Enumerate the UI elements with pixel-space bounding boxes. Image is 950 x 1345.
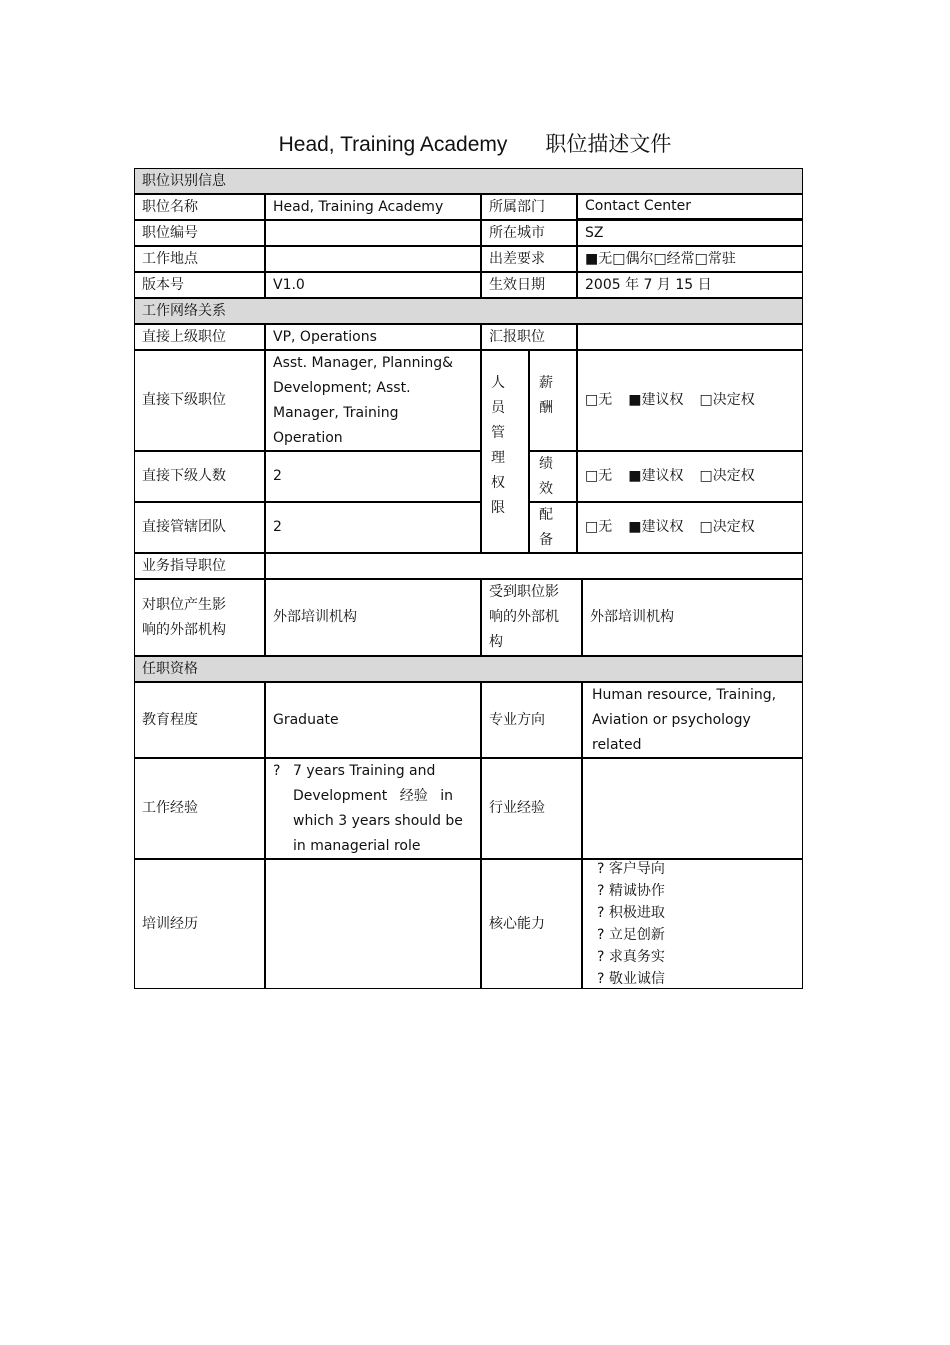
option-suggest: ■建议权 xyxy=(628,519,684,535)
option-none: □无 xyxy=(585,392,613,408)
option-none: □无 xyxy=(585,468,613,484)
performance-authority-options xyxy=(577,451,803,502)
list-item: ? 客户导向 xyxy=(597,861,665,877)
superior-label: 直接上级职位 xyxy=(134,324,265,350)
training-value xyxy=(265,859,481,989)
travel-value: ■无□偶尔□经常□常驻 xyxy=(577,246,803,272)
superior-value: VP, Operations xyxy=(265,324,481,350)
location-value xyxy=(265,246,481,272)
salary-authority-options xyxy=(577,350,803,451)
location-label: 工作地点 xyxy=(134,246,265,272)
subordinate-line: Development; Asst. xyxy=(273,379,411,396)
position-code-value xyxy=(265,220,481,246)
major-value: Human resource, Training, Aviation or psychology related xyxy=(582,682,803,758)
core-competency-list xyxy=(582,859,803,989)
section-qualification: 任职资格 xyxy=(134,656,803,682)
education-label: 教育程度 xyxy=(134,682,265,758)
core-competency-label: 核心能力 xyxy=(481,859,582,989)
department-value: Contact Center xyxy=(577,194,803,220)
job-description-table xyxy=(135,169,804,989)
bullet-icon: ? xyxy=(273,762,281,779)
option-none: □无 xyxy=(585,519,613,535)
title-en: Head, Training Academy xyxy=(278,133,508,156)
staffing-label: 配 备 xyxy=(529,502,577,553)
list-item: ? 立足创新 xyxy=(597,927,665,943)
effective-date-value: 2005 年 7 月 15 日 xyxy=(577,272,803,298)
subordinate-value xyxy=(265,350,481,451)
title-cn: 职位描述文件 xyxy=(545,133,672,156)
list-item: ? 积极进取 xyxy=(597,905,665,921)
effective-date-label: 生效日期 xyxy=(481,272,577,298)
subordinate-line: Manager, Training xyxy=(273,404,399,421)
influence-value: 外部培训机构 xyxy=(265,579,481,656)
version-label: 版本号 xyxy=(134,272,265,298)
staffing-authority-options xyxy=(577,502,803,553)
report-label: 汇报职位 xyxy=(481,324,577,350)
performance-label: 绩 效 xyxy=(529,451,577,502)
list-item: ? 敬业诚信 xyxy=(597,971,665,987)
option-decide: □决定权 xyxy=(699,519,755,535)
team-label: 直接管辖团队 xyxy=(134,502,265,553)
option-suggest: ■建议权 xyxy=(628,392,684,408)
list-item: ? 精诚协作 xyxy=(597,883,665,899)
influenced-value: 外部培训机构 xyxy=(582,579,803,656)
salary-label: 薪 酬 xyxy=(529,350,577,451)
influence-label: 对职位产生影 响的外部机构 xyxy=(134,579,265,656)
sub-count-label: 直接下级人数 xyxy=(134,451,265,502)
industry-label: 行业经验 xyxy=(481,758,582,859)
experience-value: ? 7 years Training and Development 经验 in which 3 years should be in managerial role xyxy=(265,758,481,859)
city-value: SZ xyxy=(577,220,803,246)
subordinate-line: Asst. Manager, Planning& xyxy=(273,354,454,371)
authority-label: 人 员 管 理 权 限 xyxy=(481,350,529,553)
travel-label: 出差要求 xyxy=(481,246,577,272)
guidance-value xyxy=(265,553,803,579)
influenced-label: 受到职位影 响的外部机 构 xyxy=(481,579,582,656)
team-value: 2 xyxy=(265,502,481,553)
option-suggest: ■建议权 xyxy=(628,468,684,484)
subordinate-line: Operation xyxy=(273,429,343,446)
industry-value xyxy=(582,758,803,859)
option-decide: □决定权 xyxy=(699,468,755,484)
department-label: 所属部门 xyxy=(481,194,577,220)
position-name-label: 职位名称 xyxy=(134,194,265,220)
subordinate-label: 直接下级职位 xyxy=(134,350,265,451)
position-name-value: Head, Training Academy xyxy=(265,194,481,220)
section-identity: 职位识别信息 xyxy=(134,168,803,194)
option-decide: □决定权 xyxy=(699,392,755,408)
guidance-label: 业务指导职位 xyxy=(134,553,265,579)
training-label: 培训经历 xyxy=(134,859,265,989)
document-title xyxy=(0,128,950,158)
experience-label: 工作经验 xyxy=(134,758,265,859)
education-value: Graduate xyxy=(265,682,481,758)
section-network: 工作网络关系 xyxy=(134,298,803,324)
version-value: V1.0 xyxy=(265,272,481,298)
sub-count-value: 2 xyxy=(265,451,481,502)
list-item: ? 求真务实 xyxy=(597,949,665,965)
city-label: 所在城市 xyxy=(481,220,577,246)
major-label: 专业方向 xyxy=(481,682,582,758)
report-value xyxy=(577,324,803,350)
position-code-label: 职位编号 xyxy=(134,220,265,246)
